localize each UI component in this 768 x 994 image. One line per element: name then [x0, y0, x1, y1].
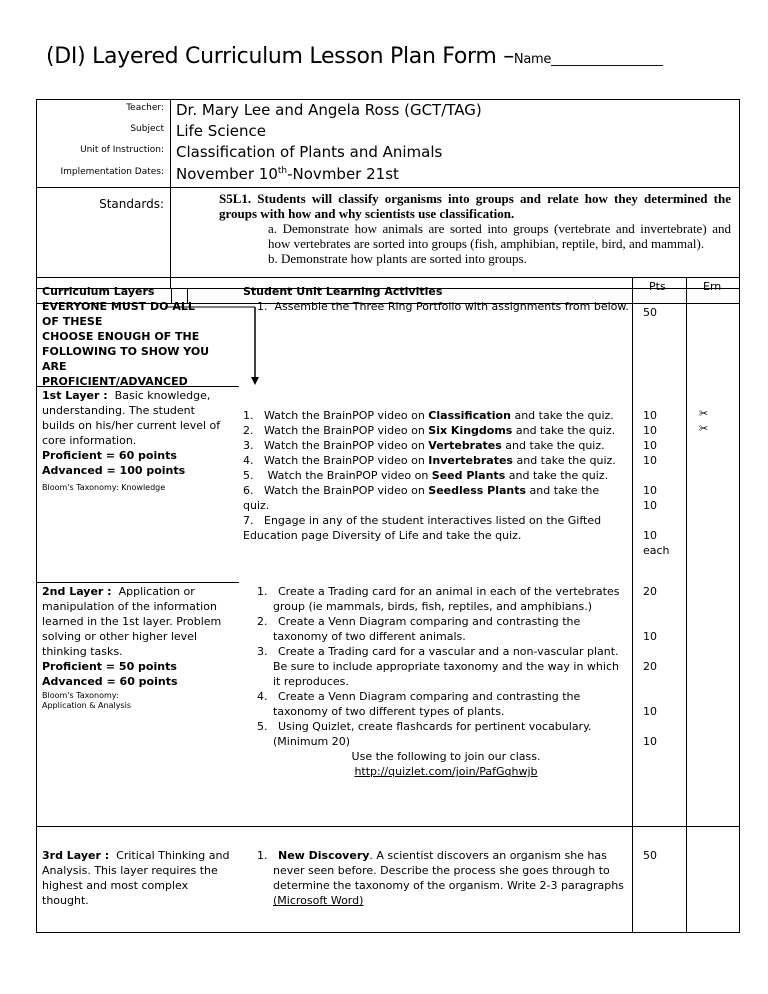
layer1-item-2: 2. Watch the BrainPOP video on Six Kingdoms and take the quiz.: [243, 424, 616, 437]
microsoft-word-link[interactable]: (Microsoft Word): [273, 894, 364, 907]
intro-pts: 50: [643, 306, 657, 319]
layer3-activities: [243, 848, 631, 908]
col-ern-header: Ern: [703, 280, 722, 293]
layer2-item-3: 3. Create a Trading card for a vascular and a non-vascular plant. Be sure to include appropriate taxonomy and the way in which it reproduces.: [257, 645, 619, 688]
standard-a: a. Demonstrate how animals are sorted into groups (vertebrate and invertebrate) and how vertebrates are sorted into groups (fish, amphibian, reptile, bird, and mammal).: [268, 221, 731, 251]
activities-table: [36, 277, 740, 933]
layer1-item-1: 1. Watch the BrainPOP video on Classification and take the quiz.: [243, 409, 614, 422]
unit-value: Classification of Plants and Animals: [176, 143, 443, 161]
standard-main: S5L1. Students will classify organisms into groups and relate how they determined the groups with how and why scientists use classification.: [219, 191, 731, 221]
pts-divider: [632, 278, 633, 932]
header-table: [36, 99, 740, 304]
teacher-value: Dr. Mary Lee and Angela Ross (GCT/TAG): [176, 101, 482, 119]
layer1-item-3: 3. Watch the BrainPOP video on Vertebrates and take the quiz.: [243, 439, 605, 452]
layer1-item-4: 4. Watch the BrainPOP video on Invertebrates and take the quiz.: [243, 454, 616, 467]
layer1-item-7: 7. Engage in any of the student interactives listed on the Gifted Education page Diversity of Life and take the quiz.: [243, 514, 602, 542]
quizlet-join-link[interactable]: http://quizlet.com/join/PafGqhwjb: [354, 765, 538, 778]
col-pts-header: Pts: [649, 280, 666, 293]
name-blank[interactable]: __________________: [551, 52, 663, 67]
col-activities-header: Student Unit Learning Activities: [243, 285, 443, 298]
name-label: Name: [513, 52, 552, 67]
layer2-item-2: 2. Create a Venn Diagram comparing and contrasting the taxonomy of two different animals.: [257, 615, 581, 643]
subject-row: [37, 122, 739, 143]
dates-value: November 10th-Novmber 21st: [176, 165, 399, 183]
unit-row: [37, 143, 739, 165]
layer1-item-6: 6. Watch the BrainPOP video on Seedless Plants and take the quiz.: [243, 484, 600, 512]
form-title: [46, 44, 663, 69]
standards-row: [37, 187, 739, 288]
teacher-row: [37, 100, 739, 122]
arrow-icon: [165, 305, 269, 387]
dates-row: [37, 165, 739, 187]
layer3-description: 3rd Layer : Critical Thinking and Analysis. This layer requires the highest and most complex thought.: [42, 849, 230, 907]
standards-text: [219, 191, 731, 266]
col-layers-header: Curriculum Layers: [42, 285, 155, 298]
layer1-item-5: 5. Watch the BrainPOP video on Seed Plants and take the quiz.: [243, 469, 609, 482]
paperclip-icon: ✂: [699, 422, 709, 435]
subject-value: Life Science: [176, 122, 266, 140]
layer1-activities: [243, 408, 625, 543]
layer3-pts: 50: [643, 849, 657, 862]
layer3-item-1: 1. New Discovery. A scientist discovers an organism she has never seen before. Describe the process she goes through to determine the taxonomy of the organism. Write 2-3 paragraphs (Microsoft Word): [257, 849, 624, 907]
quizlet-join-text: Use the following to join our class.: [351, 750, 541, 763]
layer2-item-1: 1. Create a Trading card for an animal in each of the vertebrates group (ie mammals, birds, fish, reptiles, and amphibians.): [257, 585, 620, 613]
layer1-pts: 10 10 10 10 10 10 10 each: [643, 409, 670, 557]
layer2-item-5: 5. Using Quizlet, create flashcards for pertinent vocabulary. (Minimum 20): [257, 720, 592, 748]
intro-activity: 1. Assemble the Three Ring Portfolio with assignments from below.: [257, 300, 629, 313]
unit-label: Unit of Instruction:: [37, 143, 171, 165]
layer2-description: 2nd Layer : Application or manipulation of the information learned in the 1st layer. Problem solving or other higher level thinking tasks. Proficient = 50 points Advanced = 60 points Bloom's Taxonomy: Application & Analysis: [42, 585, 222, 710]
layer2-pts: 20 10 20 10 10: [643, 585, 657, 748]
form-title-text: (DI) Layered Curriculum Lesson Plan Form –: [46, 44, 514, 69]
layer2-item-4: 4. Create a Venn Diagram comparing and contrasting the taxonomy of two different types of plants.: [257, 690, 581, 718]
teacher-label: Teacher:: [37, 100, 171, 122]
paperclip-icon: ✂: [699, 407, 709, 420]
layer2-divider: [37, 582, 239, 583]
dates-label: Implementation Dates:: [37, 165, 171, 187]
standards-label: Standards:: [37, 188, 171, 288]
intro-instructions: EVERYONE MUST DO ALL OF THESE CHOOSE ENOUGH OF THE FOLLOWING TO SHOW YOU ARE PROFICIENT/ADVANCED: [42, 300, 210, 388]
layer2-activities: [243, 584, 625, 779]
layer1-description: 1st Layer : Basic knowledge, understanding. The student builds on his/her current level of core information. Proficient = 60 points Advanced = 100 points Bloom's Taxonomy: Knowledge: [42, 389, 221, 492]
standard-b: b. Demonstrate how plants are sorted into groups.: [268, 251, 527, 266]
layer3-divider: [37, 826, 739, 827]
subject-label: Subject: [37, 122, 171, 143]
ern-divider: [686, 278, 687, 932]
